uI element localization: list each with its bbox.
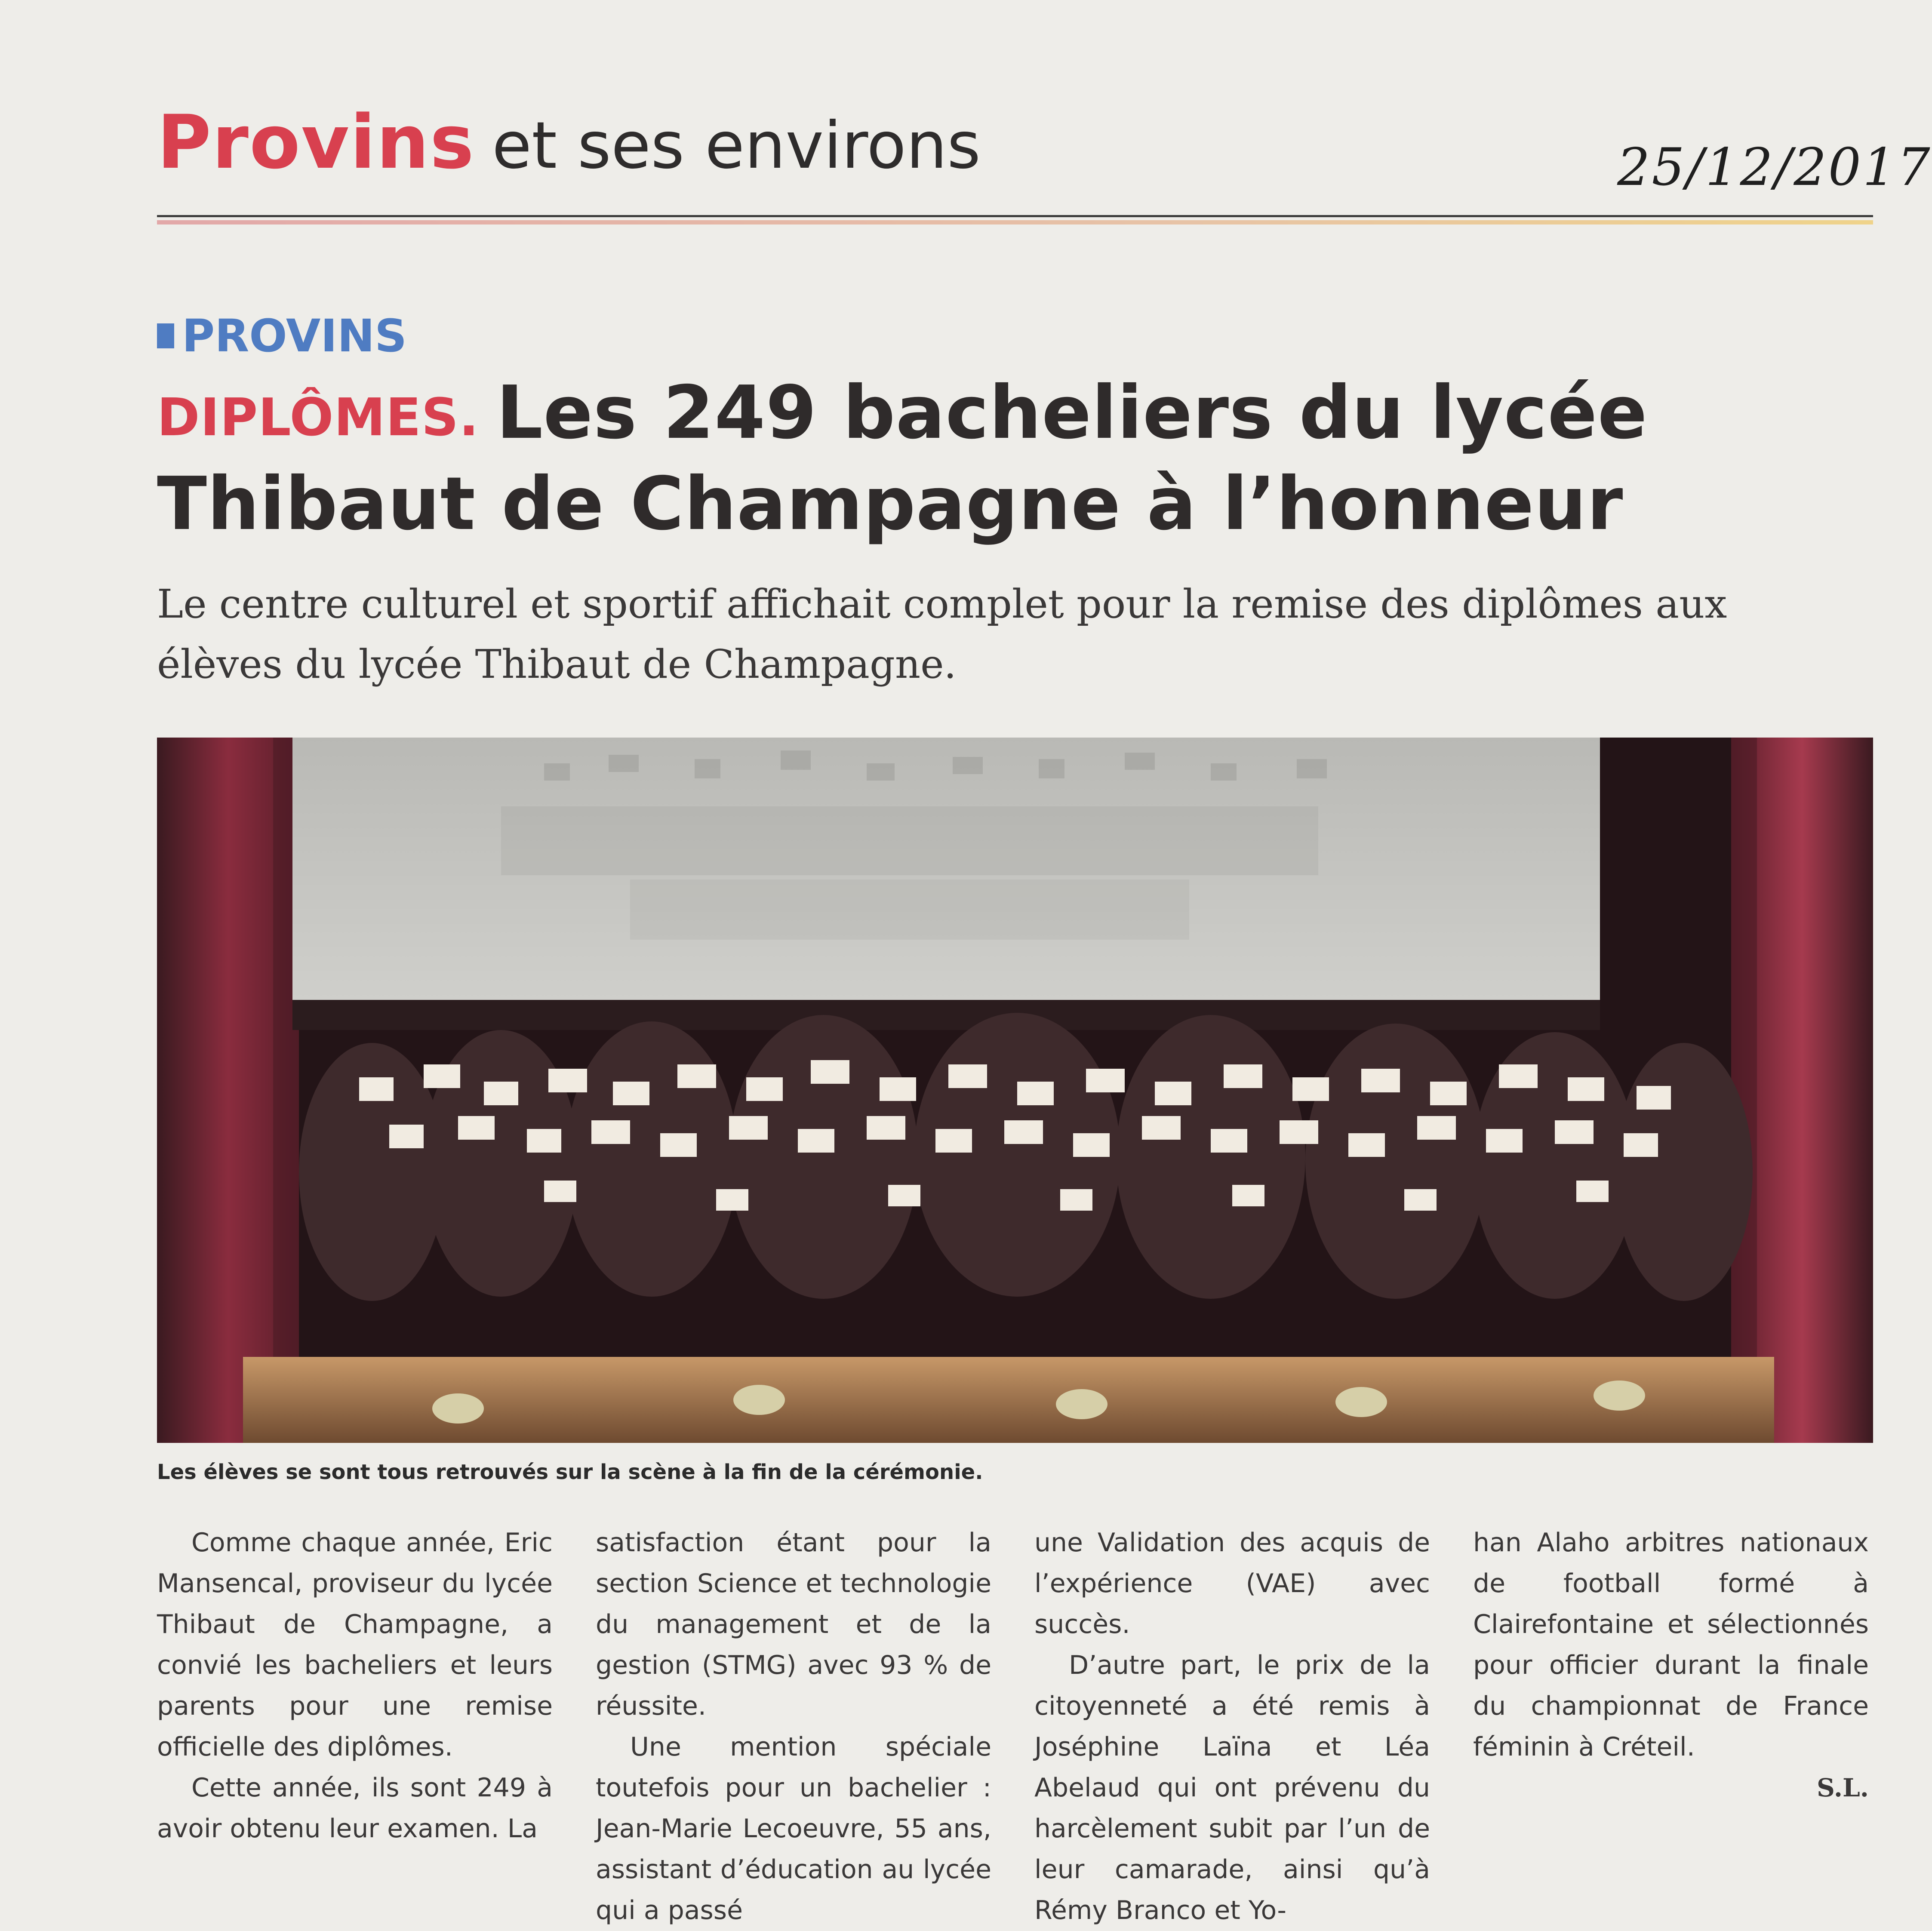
body-column-4 <box>1473 1522 1869 1808</box>
paragraph: D’autre part, le prix de la citoyenneté a été remis à Joséphine Laïna et Léa Abelaud qui ont prévenu du harcèlement subit par l’un de leur camarade, ainsi qu’à Rémy Branco et Yo- <box>1034 1650 1430 1925</box>
paragraph: satisfaction étant pour la section Science et technologie du management et de la gestion (STMG) avec 93 % de réussite. <box>596 1528 991 1721</box>
section-subtitle: et ses environs <box>492 108 981 183</box>
section-header <box>157 99 981 185</box>
lead-paragraph: Le centre culturel et sportif affichait complet pour la remise des diplômes aux élèves du lycée Thibaut de Champagne. <box>157 581 1727 687</box>
paragraph: une Validation des acquis de l’expérience (VAE) avec succès. <box>1034 1528 1430 1639</box>
paragraph: han Alaho arbitres nationaux de football formé à Clairefontaine et sélectionnés pour officier durant la finale du championnat de France féminin à Créteil. <box>1473 1528 1869 1762</box>
article-body <box>157 1522 1873 1925</box>
kicker-square-icon <box>157 323 174 348</box>
kicker-text: PROVINS <box>182 310 407 362</box>
headline-text: Les 249 bacheliers du lycée Thibaut de Champagne à l’honneur <box>157 370 1648 547</box>
headline-label: DIPLÔMES. <box>157 388 479 448</box>
headline <box>157 370 1856 547</box>
paragraph: Une mention spéciale toutefois pour un bachelier : Jean-Marie Lecoeuvre, 55 ans, assistant d’éducation au lycée qui a passé <box>596 1732 991 1925</box>
ceremony-photo <box>157 738 1873 1443</box>
photo-caption: Les élèves se sont tous retrouvés sur la scène à la fin de la cérémonie. <box>157 1460 983 1484</box>
ceremony-photo-illustration <box>157 738 1873 1443</box>
body-column-3 <box>1034 1522 1430 1931</box>
header-rule <box>157 215 1873 217</box>
paragraph: Comme chaque année, Eric Mansencal, proviseur du lycée Thibaut de Champagne, a convié les bacheliers et leurs parents pour une remise officielle des diplômes. <box>157 1528 553 1762</box>
author-signature: S.L. <box>1817 1773 1869 1802</box>
body-column-2 <box>596 1522 991 1931</box>
body-column-1 <box>157 1522 553 1849</box>
paragraph: Cette année, ils sont 249 à avoir obtenu leur examen. La <box>157 1773 553 1844</box>
section-name: Provins <box>157 99 475 185</box>
handwritten-date: 25/12/2017 <box>1617 138 1932 197</box>
kicker <box>157 310 407 362</box>
header-color-band <box>157 220 1873 224</box>
